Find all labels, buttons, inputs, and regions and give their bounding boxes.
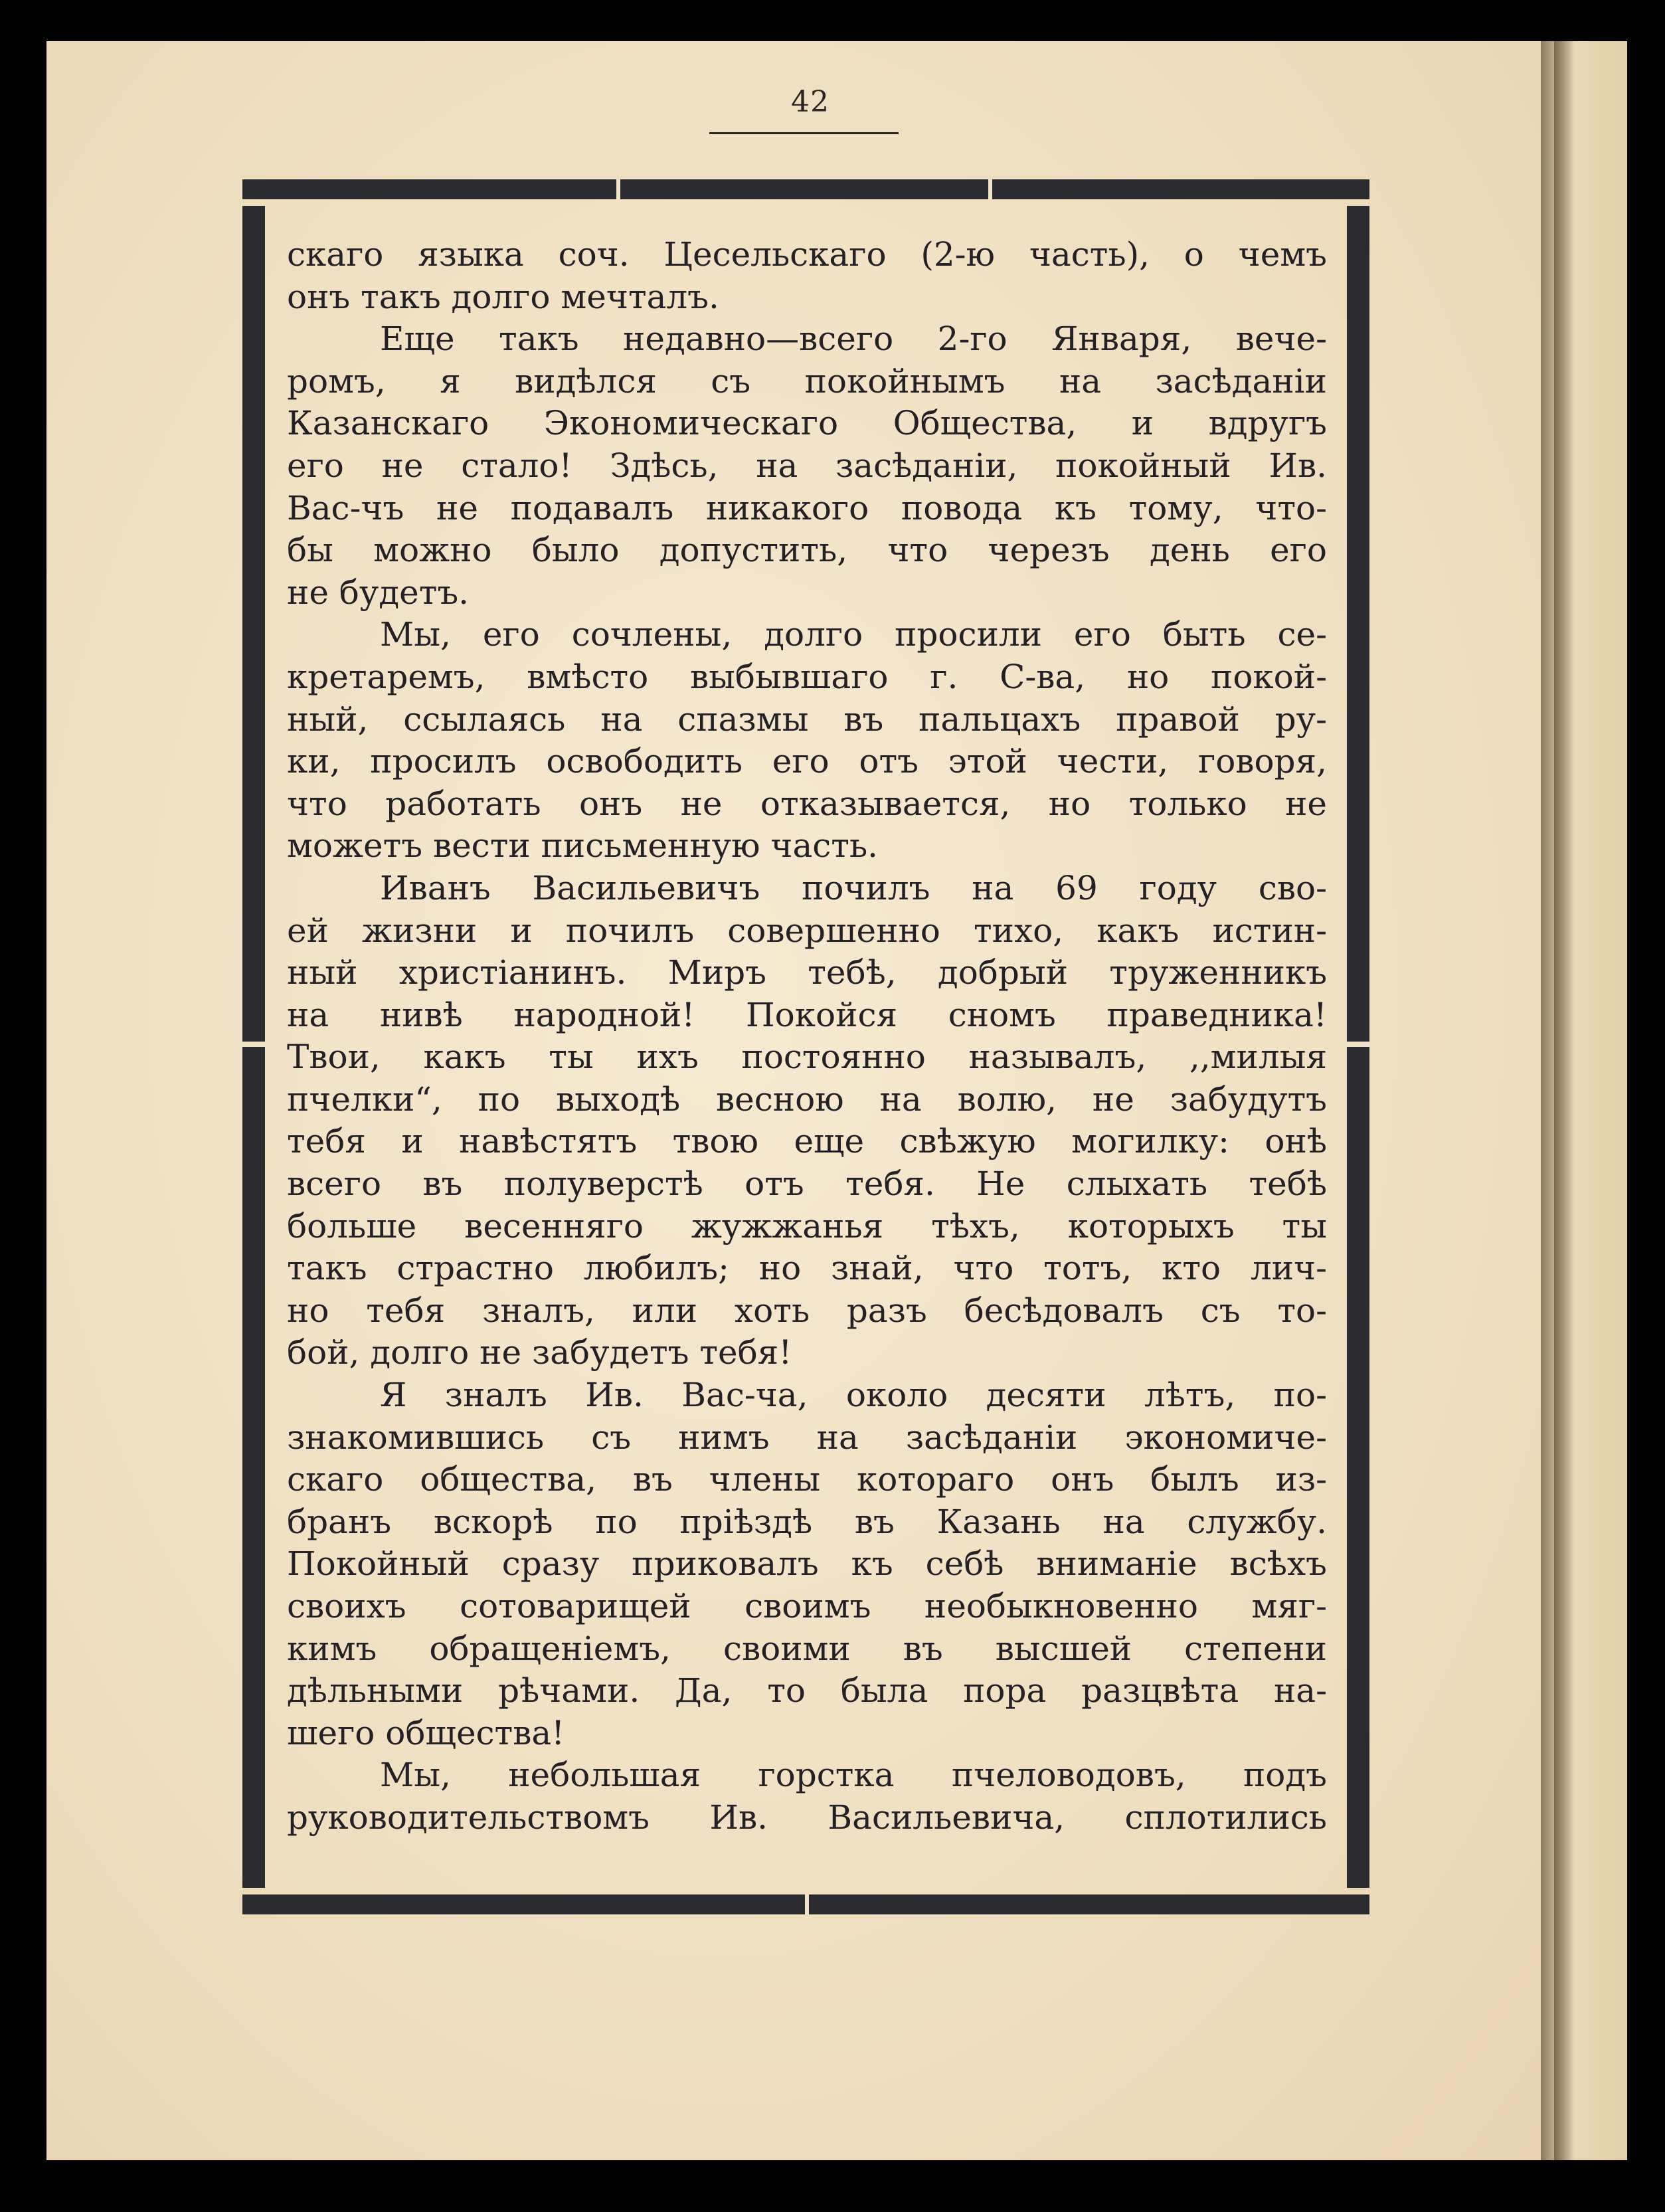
text-line: шего общества! (287, 1713, 565, 1752)
text-line: такъ страстно любилъ; но знай, что тотъ, кто лич- (287, 1249, 1327, 1288)
text-line: но тебя зналъ, или хоть разъ бесѣдовалъ съ то- (287, 1291, 1327, 1330)
text-line: пчелки“, по выходѣ весною на волю, не забудутъ (287, 1079, 1327, 1119)
text-line: Покойный сразу приковалъ къ себѣ вниманіе всѣхъ (287, 1544, 1327, 1584)
text-line: всего въ полуверстѣ отъ тебя. Не слыхать тебѣ (287, 1164, 1327, 1204)
text-line: Еще такъ недавно—всего 2-го Января, вече- (380, 320, 1327, 359)
border-left (242, 206, 265, 1888)
text-line: кретаремъ, вмѣсто выбывшаго г. С-ва, но покой- (287, 657, 1327, 696)
page-number-rule (709, 132, 899, 134)
text-line: дѣльными рѣчами. Да, то была пора разцвѣта на- (287, 1671, 1327, 1710)
text-line: онъ такъ долго мечталъ. (287, 277, 719, 316)
text-line: знакомившись съ нимъ на засѣданіи экономиче- (287, 1418, 1327, 1457)
text-line: не будетъ. (287, 573, 470, 612)
border-top (242, 179, 1369, 199)
text-line: Мы, небольшая горстка пчеловодовъ, подъ (380, 1756, 1327, 1795)
text-line: Казанскаго Экономическаго Общества, и вдругъ (287, 404, 1327, 443)
text-line: Твои, какъ ты ихъ постоянно называлъ, ,,милыя (287, 1038, 1327, 1077)
text-line: Иванъ Васильевичъ почилъ на 69 году сво- (380, 868, 1327, 907)
border-bottom-joint (805, 1894, 809, 1914)
border-right (1347, 206, 1369, 1888)
text-line: Я зналъ Ив. Вас-ча, около десяти лѣтъ, по- (380, 1376, 1327, 1415)
text-line: ный, ссылаясь на спазмы въ пальцахъ правой ру- (287, 699, 1327, 739)
text-line: руководительствомъ Ив. Васильевича, сплотились (287, 1797, 1327, 1837)
text-line: тебя и навѣстятъ твою еще свѣжую могилку: онѣ (287, 1122, 1327, 1161)
text-line: Мы, его сочлены, долго просили его быть се- (380, 615, 1327, 654)
text-line: больше весенняго жужжанья тѣхъ, которыхъ ты (287, 1206, 1327, 1245)
text-line: ромъ, я видѣлся съ покойнымъ на засѣданіи (287, 361, 1327, 401)
text-line: кимъ обращеніемъ, своими въ высшей степени (287, 1629, 1327, 1668)
text-line: можетъ вести письменную часть. (287, 826, 879, 866)
page-number: 42 (791, 85, 830, 119)
text-line: ки, просилъ освободить его отъ этой чести, говоря, (287, 742, 1327, 781)
border-right-joint (1347, 1042, 1369, 1047)
text-line: на нивѣ народной! Покойся сномъ праведника! (287, 995, 1327, 1034)
text-line: скаго общества, въ члены котораго онъ былъ из- (287, 1460, 1327, 1499)
border-top-joint-left (616, 179, 620, 199)
text-line: бой, долго не забудетъ тебя! (287, 1333, 792, 1372)
text-line: ный христіанинъ. Миръ тебѣ, добрый труженникъ (287, 953, 1327, 992)
border-left-joint (242, 1042, 265, 1047)
text-line: что работать онъ не отказывается, но только не (287, 784, 1327, 823)
border-top-joint-right (988, 179, 992, 199)
text-line: его не стало! Здѣсь, на засѣданіи, покойный Ив. (287, 446, 1327, 485)
text-line: ей жизни и почилъ совершенно тихо, какъ истин- (287, 911, 1327, 950)
text-line: бы можно было допустить, что черезъ день его (287, 531, 1327, 570)
page-gutter-shadow (1554, 41, 1574, 2160)
text-line: бранъ вскорѣ по пріѣздѣ въ Казань на службу. (287, 1502, 1327, 1541)
body-text (287, 234, 1327, 1839)
text-line: скаго языка соч. Цесельскаго (2-ю часть), о чемъ (287, 235, 1327, 274)
text-line: своихъ сотоварищей своимъ необыкновенно мяг- (287, 1587, 1327, 1625)
text-line: Вас-чъ не подавалъ никакого повода къ тому, что- (287, 488, 1327, 527)
